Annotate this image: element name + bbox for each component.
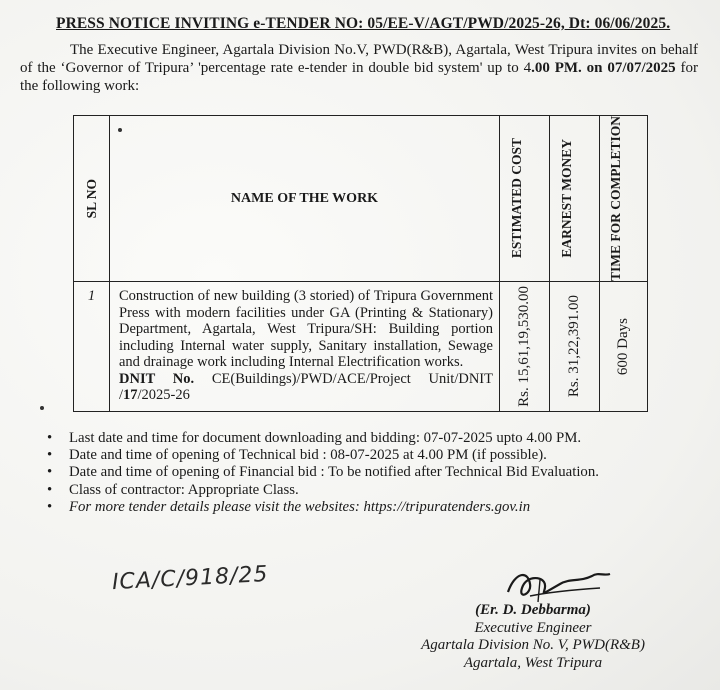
row-time: 600 Days (600, 282, 648, 412)
dnit-number: 17 (123, 387, 138, 404)
row-work-description (110, 282, 500, 412)
table-row (74, 282, 648, 412)
intro-deadline: .00 PM. on 07/07/2025 (531, 60, 676, 76)
list-item: • Date and time of opening of Technical bid : 08-07-2025 at 4.00 PM (if possible). (47, 447, 547, 464)
notice-title: PRESS NOTICE INVITING e-TENDER NO: 05/EE-V/AGT/PWD/2025-26, Dt: 06/06/2025. (56, 15, 671, 32)
row-sl-no: 1 (74, 282, 110, 412)
work-text: Construction of new building (3 storied) of Tripura Government Press with modern facilities under GA (Printing & Stationary) Department, Agartala, West Tripura/SH: Building portion including Internal water supply, Sanitary installation, Sewage and drainage work including Internal Electrification works. (119, 288, 493, 371)
row-earnest-money: Rs. 31,22,391.00 (550, 282, 600, 412)
row-estimated-cost: Rs. 15,61,19,530.00 (500, 282, 550, 412)
tender-details-list (47, 430, 687, 516)
list-item-website: • For more tender details please visit the websites: https://tripuratenders.gov.in (47, 498, 531, 515)
bullet-icon: • (47, 464, 53, 481)
ink-speck (118, 128, 122, 132)
signatory-designation: Executive Engineer (474, 619, 592, 636)
header-sl-no: SL NO (74, 116, 110, 282)
ink-speck (40, 406, 44, 410)
handwritten-reference: ICA/C/918/25 (111, 561, 270, 596)
works-table (73, 115, 648, 412)
notice-intro (20, 41, 698, 95)
intro-text: The Executive Engineer, Agartala Division No.V, PWD(R&B), Agartala, West Tripura invites on behalf of the ‘Governor of Tripura’ 'percentage rate e-tender in double bid system' up to 4 (20, 42, 698, 76)
list-item: • Class of contractor: Appropriate Class. (47, 481, 299, 498)
signatory-location: Agartala, West Tripura (463, 654, 603, 671)
dnit-label: DNIT No. (119, 370, 195, 387)
bullet-icon: • (47, 447, 53, 464)
signatory-office: Agartala Division No. V, PWD(R&B) (421, 637, 645, 653)
list-item: • Last date and time for document downloading and bidding: 07-07-2025 upto 4.00 PM. (47, 430, 582, 446)
header-name-of-work: NAME OF THE WORK (110, 116, 500, 282)
intro-text-end: for the following work: (20, 60, 698, 94)
header-estimated-cost: ESTIMATED COST (500, 116, 550, 282)
header-time-for-completion: TIME FOR COMPLETION (600, 116, 648, 282)
bullet-icon: • (47, 481, 53, 498)
signatory-name: (Er. D. Debbarma) (475, 602, 591, 618)
signature-block (398, 602, 668, 672)
bullet-icon: • (47, 498, 53, 515)
dnit-tail: /2025-26 (137, 387, 190, 404)
list-item: • Date and time of opening of Financial bid : To be notified after Technical Bid Evaluation. (47, 464, 599, 481)
header-earnest-money: EARNEST MONEY (550, 116, 600, 282)
table-header-row (74, 116, 648, 282)
bullet-icon: • (47, 430, 53, 446)
dnit-text: CE(Buildings)/PWD/ACE/Project Unit/DNIT / (119, 370, 493, 404)
